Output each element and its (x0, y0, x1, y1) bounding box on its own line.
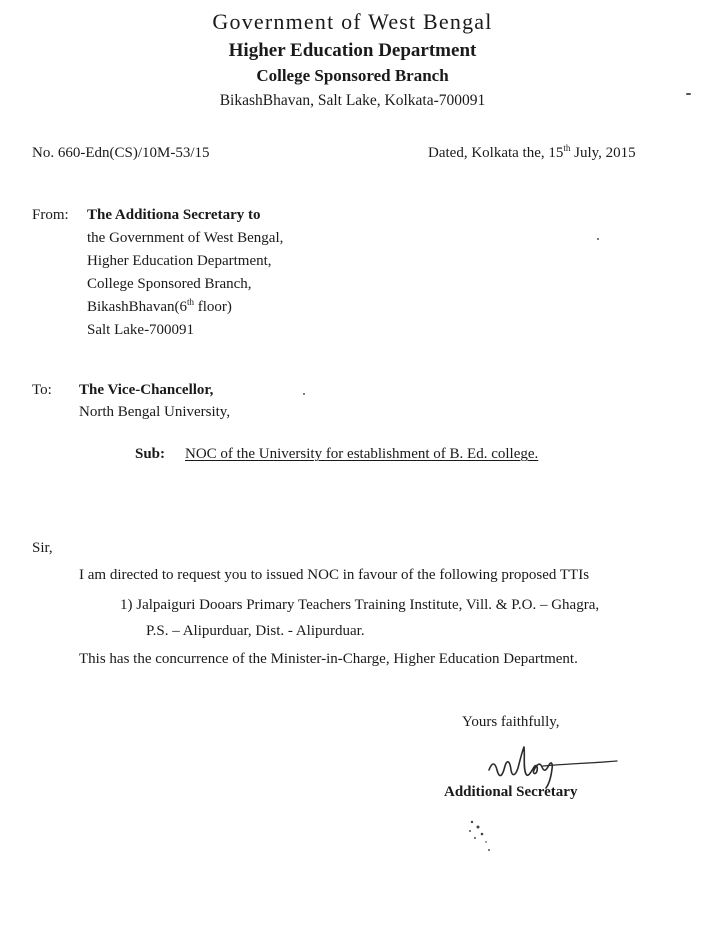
from-label: From: (32, 207, 69, 223)
body-paragraph-1: I am directed to request you to issued NOC in favour of the following proposed TTIs (79, 567, 590, 583)
scan-specks-icon (458, 816, 498, 854)
closing-regards: Yours faithfully, (462, 714, 560, 730)
memo-date: Dated, Kolkata the, 15th July, 2015 (428, 143, 636, 161)
from-line-2: the Government of West Bengal, (87, 230, 284, 246)
letterhead-branch: College Sponsored Branch (256, 66, 449, 85)
subject-text: NOC of the University for establishment of B. Ed. college. (185, 446, 539, 462)
letterhead-department: Higher Education Department (228, 40, 477, 61)
from-line-4: College Sponsored Branch, (87, 276, 252, 292)
to-label: To: (32, 382, 52, 398)
letterhead-address: BikashBhavan, Salt Lake, Kolkata-700091 (219, 92, 486, 109)
subject-label: Sub: (135, 446, 166, 462)
from-line-5: BikashBhavan(6th floor) (87, 297, 232, 315)
salutation: Sir, (32, 540, 53, 556)
from-line-1: The Additiona Secretary to (87, 207, 261, 223)
body-paragraph-2: This has the concurrence of the Minister-in-Charge, Higher Education Department. (79, 651, 578, 667)
closing-designation: Additional Secretary (444, 784, 578, 800)
to-line-1: The Vice-Chancellor, (79, 382, 214, 398)
memo-number: No. 660-Edn(CS)/10M-53/15 (32, 145, 210, 161)
letterhead-government: Government of West Bengal (212, 9, 493, 34)
from-line-6: Salt Lake-700091 (87, 322, 195, 338)
to-line-2: North Bengal University, (79, 404, 231, 420)
from-line-3: Higher Education Department, (87, 253, 272, 269)
scan-dot-icon (303, 393, 305, 395)
list-item-1-line-2: P.S. – Alipurduar, Dist. - Alipurduar. (146, 623, 365, 639)
scan-dot-icon (597, 238, 599, 240)
scan-mark-icon (686, 93, 691, 95)
list-item-1-line-1: 1) Jalpaiguri Dooars Primary Teachers Training Institute, Vill. & P.O. – Ghagra, (120, 597, 600, 613)
